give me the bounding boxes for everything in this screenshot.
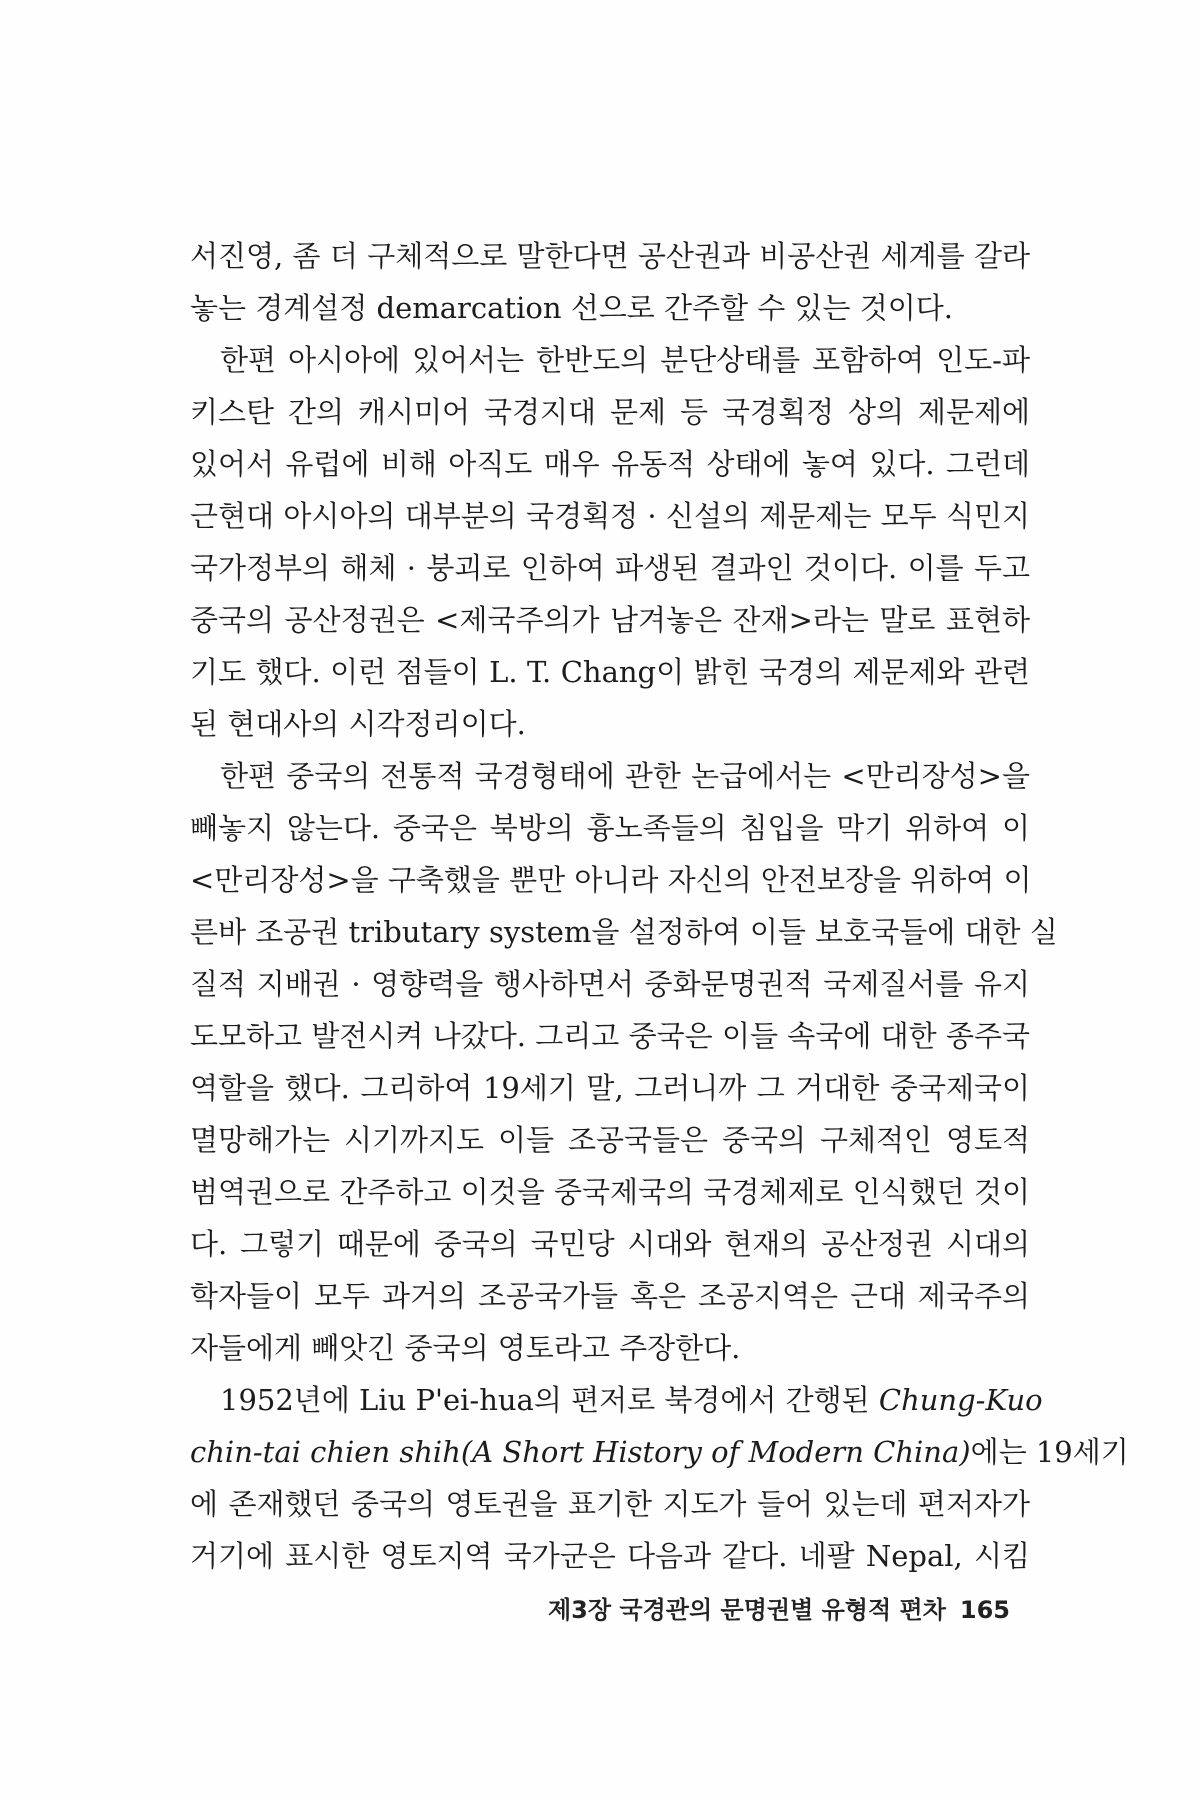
text-line: 근현대 아시아의 대부분의 국경획정 · 신설의 제문제는 모두 식민지 [190,499,1030,533]
text-line: 에 존재했던 중국의 영토권을 표기한 지도가 들어 있는데 편저자가 [190,1487,1030,1521]
text-segment: 에는 19세기 [970,1435,1129,1469]
italic-title: Chung-Kuo [878,1383,1043,1417]
text-line: 중국의 공산정권은 <제국주의가 남겨놓은 잔재>라는 말로 표현하 [190,603,1030,637]
text-line: 자들에게 빼앗긴 중국의 영토라고 주장한다. [190,1331,741,1365]
text-line: 키스탄 간의 캐시미어 국경지대 문제 등 국경획정 상의 제문제에 [190,395,1030,429]
text-line: 질적 지배권 · 영향력을 행사하면서 중화문명권적 국제질서를 유지 [190,967,1030,1001]
text-segment: 1952년에 Liu P'ei-hua의 편저로 북경에서 간행된 [220,1383,879,1417]
text-line: 한편 아시아에 있어서는 한반도의 분단상태를 포함하여 인도-파 [220,343,1030,377]
text-line: 역할을 했다. 그리하여 19세기 말, 그러니까 그 거대한 중국제국이 [190,1071,1030,1105]
text-line: 한편 중국의 전통적 국경형태에 관한 논급에서는 <만리장성>을 [220,759,1030,793]
text-line: 도모하고 발전시켜 나갔다. 그리고 중국은 이들 속국에 대한 종주국 [190,1019,1030,1053]
italic-title: chin-tai chien shih(A Short History of Modern China) [190,1435,971,1469]
text-line [190,1374,1043,1426]
text-line: 다. 그렇기 때문에 중국의 국민당 시대와 현재의 공산정권 시대의 [190,1227,1030,1261]
text-line: 국가정부의 해체 · 붕괴로 인하여 파생된 결과인 것이다. 이를 두고 [190,551,1030,585]
text-line: 있어서 유럽에 비해 아직도 매우 유동적 상태에 놓여 있다. 그런데 [190,447,1030,481]
text-line: 범역권으로 간주하고 이것을 중국제국의 국경체제로 인식했던 것이 [190,1175,1030,1209]
text-line: <만리장성>을 구축했을 뿐만 아니라 자신의 안전보장을 위하여 이 [190,863,1032,897]
text-line: 멸망해가는 시기까지도 이들 조공국들은 중국의 구체적인 영토적 [190,1123,1030,1157]
text-line: 기도 했다. 이런 점들이 L. T. Chang이 밝힌 국경의 제문제와 관련 [190,655,1030,689]
text-line: 서진영, 좀 더 구체적으로 말한다면 공산권과 비공산권 세계를 갈라 [190,239,1030,273]
text-line [190,1426,1129,1478]
text-line: 된 현대사의 시각정리이다. [190,707,526,741]
chapter-title: 제3장 국경관의 문명권별 유형적 편차 [548,1596,946,1624]
running-footer [540,1590,1010,1625]
text-line: 놓는 경계설정 demarcation 선으로 간주할 수 있는 것이다. [190,291,953,325]
text-line: 빼놓지 않는다. 중국은 북방의 흉노족들의 침입을 막기 위하여 이 [190,811,1030,845]
page-number: 165 [959,1596,1010,1624]
text-line: 거기에 표시한 영토지역 국가군은 다음과 같다. 네팔 Nepal, 시킴 [190,1539,1030,1573]
text-line: 학자들이 모두 과거의 조공국가들 혹은 조공지역은 근대 제국주의 [190,1279,1030,1313]
text-line: 른바 조공권 tributary system을 설정하여 이들 보호국들에 대한 실 [190,915,1058,949]
body-text [190,230,1129,1582]
